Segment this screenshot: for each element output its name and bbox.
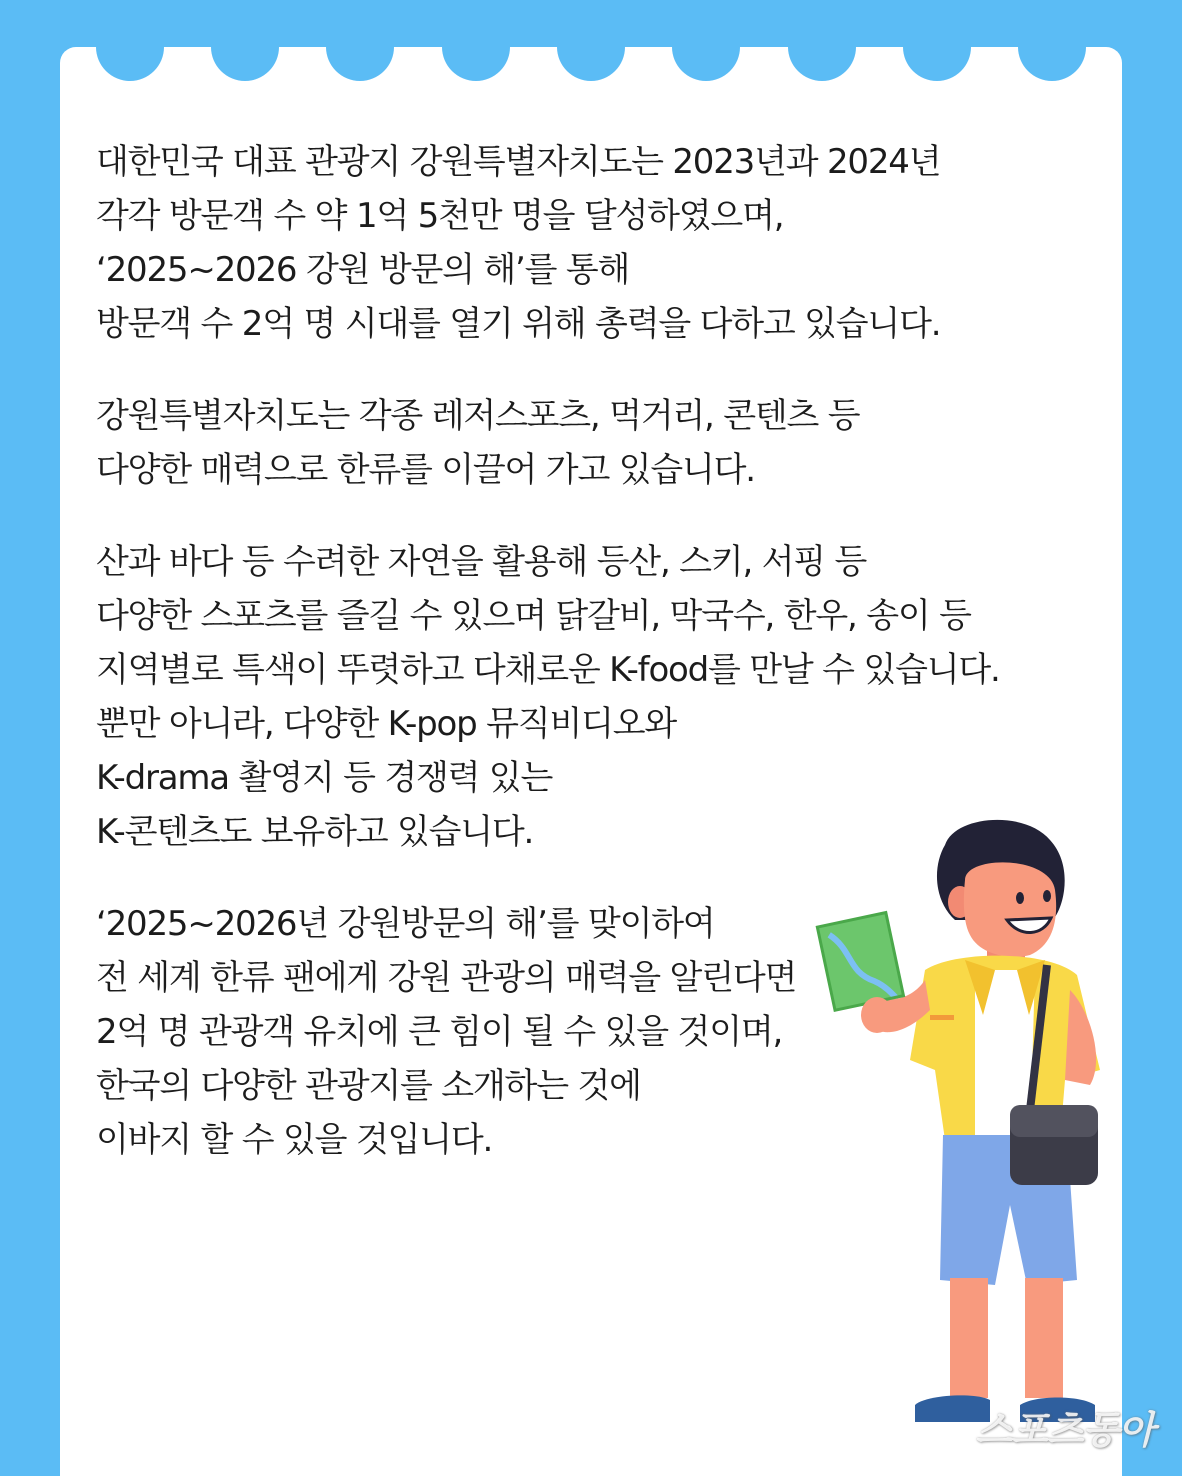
text-line: 2억 명 관광객 유치에 큰 힘이 될 수 있을 것이며, — [96, 1012, 783, 1052]
text-line: 다양한 매력으로 한류를 이끌어 가고 있습니다. — [96, 450, 755, 490]
text-line: 한국의 다양한 관광지를 소개하는 것에 — [96, 1066, 641, 1106]
text-line: K-콘텐츠도 보유하고 있습니다. — [96, 812, 534, 852]
text-line: 다양한 스포츠를 즐길 수 있으며 닭갈비, 막국수, 한우, 송이 등 — [96, 596, 971, 636]
watermark-logo: 스포츠동아 — [975, 1408, 1154, 1452]
text-line: 전 세계 한류 팬에게 강원 관광의 매력을 알린다면 — [96, 958, 797, 998]
scalloped-edge-decoration — [60, 47, 1122, 87]
text-line: 강원특별자치도는 각종 레저스포츠, 먹거리, 콘텐츠 등 — [96, 396, 860, 436]
text-line: 이바지 할 수 있을 것입니다. — [96, 1120, 493, 1160]
text-line: 대한민국 대표 관광지 강원특별자치도는 2023년과 2024년 — [96, 142, 941, 182]
text-line: 지역별로 특색이 뚜렷하고 다채로운 K-food를 만날 수 있습니다. — [96, 650, 1000, 690]
text-line: ‘2025~2026 강원 방문의 해’를 통해 — [96, 250, 630, 290]
text-line: K-drama 촬영지 등 경쟁력 있는 — [96, 758, 553, 798]
paragraph-visitors — [96, 135, 1086, 351]
paragraph-attractions — [96, 389, 1086, 497]
tourist-with-map-illustration — [815, 810, 1115, 1450]
text-line: 뿐만 아니라, 다양한 K-pop 뮤직비디오와 — [96, 704, 677, 744]
text-line: 방문객 수 2억 명 시대를 열기 위해 총력을 다하고 있습니다. — [96, 304, 941, 344]
text-line: 산과 바다 등 수려한 자연을 활용해 등산, 스키, 서핑 등 — [96, 542, 867, 582]
text-line: 각각 방문객 수 약 1억 5천만 명을 달성하였으며, — [96, 196, 784, 236]
text-line: ‘2025~2026년 강원방문의 해’를 맞이하여 — [96, 904, 715, 944]
